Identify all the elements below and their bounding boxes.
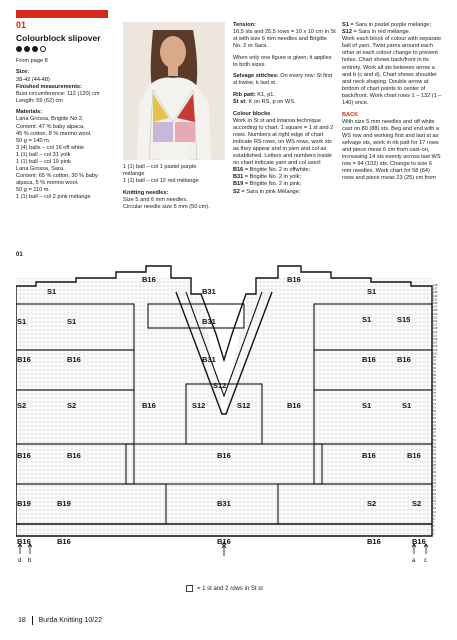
row-number: 131 <box>433 298 438 302</box>
row-number: 71 <box>433 406 436 410</box>
row-number: 5 <box>433 525 435 529</box>
row-number: 91 <box>433 370 436 374</box>
chart-block-label: B16 <box>67 355 81 364</box>
rib-label: Rib patt: <box>233 91 256 98</box>
chart-block-label: B16 <box>57 537 71 546</box>
row-number: 61 <box>433 424 436 428</box>
row-number: 49 <box>433 446 436 449</box>
needles-label: Knitting needles: <box>123 189 169 196</box>
row-number: 73 <box>433 402 436 406</box>
measurements-label: Finished measurements: <box>16 83 82 90</box>
code: S12 <box>342 29 352 36</box>
row-number: 81 <box>433 388 436 392</box>
row-number: 35 <box>433 471 436 475</box>
code-text: = Sara in pastel purple mélange; <box>350 22 432 28</box>
row-number: 13 <box>433 510 436 514</box>
row-number: 83 <box>433 384 436 388</box>
row-number: 9 <box>433 518 435 521</box>
row-number: 137 <box>433 287 438 291</box>
size-label: Size: <box>16 69 30 76</box>
row-number: 127 <box>433 305 438 309</box>
arrow-icon <box>412 544 416 554</box>
row-number: 121 <box>433 316 438 320</box>
row-number: 19 <box>433 500 436 503</box>
chart-block-label: S2 <box>367 499 377 508</box>
rib-text: K1, p1. <box>257 91 275 98</box>
chart-block-label: B16 <box>17 355 31 364</box>
row-number: 125 <box>433 309 438 313</box>
arrow-label: d <box>18 558 22 564</box>
materials-line: 1 (1) ball – col 1 pastel purple <box>123 164 197 170</box>
code: S2 <box>233 188 240 195</box>
colour-label: Colour blocks <box>233 110 271 117</box>
row-number: 25 <box>433 489 436 493</box>
row-number: 113 <box>433 330 438 334</box>
chart-legend <box>186 585 263 592</box>
bust-measurement: Bust circumference: 112 (120) cm <box>16 90 100 97</box>
code: S1 <box>342 22 349 28</box>
pattern-number: 01 <box>16 20 27 30</box>
row-number: 107 <box>433 341 438 345</box>
difficulty-rating <box>16 46 46 52</box>
page-footer <box>18 616 102 625</box>
tension-text: 16,5 sts and 25,5 rows = 10 x 10 cm in St st with size 6 mm needles and Brigitte No. 2 or Sara. <box>233 29 336 50</box>
row-number: 101 <box>433 352 438 356</box>
row-number: 95 <box>433 363 436 367</box>
chart-block-label: S12 <box>192 401 206 410</box>
code: B19 <box>233 181 244 188</box>
materials-line: 50 g = 140 m. <box>16 137 51 144</box>
colour-text: Work in St st and intarsia technique according to chart. 1 square = 1 st and 2 rows. Numbers at right edge of chart indicate RS rows, on WS rows, work sts as they appear and in yarn and col as established. Letters and numbers inside on chart indicate yarn and col used: <box>233 117 334 167</box>
size-value: 38-42 (44-48) <box>16 76 50 83</box>
code: B31 <box>233 174 244 181</box>
chart-block-label: B19 <box>57 499 71 508</box>
materials-line: 45 % cotton, 8 % merino wool. <box>16 130 92 137</box>
chart-block-label: B16 <box>412 537 426 546</box>
code-text: = Brigitte No. 2 in yolk; <box>244 174 301 181</box>
chart-block-label: B16 <box>67 451 81 460</box>
row-number: 33 <box>433 474 436 478</box>
chart-block-label: B31 <box>202 355 216 364</box>
row-number: 45 <box>433 453 436 457</box>
materials-line: 50 g = 110 m. <box>16 187 50 194</box>
row-number: 139 <box>433 284 438 287</box>
row-number: 51 <box>433 442 436 446</box>
row-number: 75 <box>433 399 436 403</box>
chart-label: 01 <box>16 252 23 258</box>
chart-block-label: B16 <box>17 537 31 546</box>
st-label: St st: <box>233 99 247 106</box>
magazine-name: Burda Knitting 10/22 <box>38 617 103 624</box>
center-double-arrow-icon <box>222 542 226 556</box>
materials-line: 1 (1) ball – col 19 pink <box>16 159 71 165</box>
chart-block-label: S1 <box>402 401 412 410</box>
row-number: 109 <box>433 338 438 341</box>
figure-note: When only one figure is given, it applies to both sizes. <box>233 54 332 68</box>
selvage-text: On every row: Sl first st kwise, k last st. <box>233 73 333 87</box>
chart-block-label: B16 <box>367 537 381 546</box>
arrow-label: c <box>424 558 427 564</box>
chart-block-label: S2 <box>412 499 422 508</box>
arrow-icon <box>18 544 22 554</box>
row-number: 57 <box>433 431 436 435</box>
row-number: 133 <box>433 294 438 298</box>
tension-label: Tension: <box>233 22 256 28</box>
row-number: 37 <box>433 467 436 471</box>
chart-block-label: B31 <box>217 499 231 508</box>
difficulty-dot <box>32 46 38 52</box>
instructions-text: Work each block of colour with separate ball of yarn. Twist yarns around each other at each colour change to prevent holes. Chart shows back/front in its entirety. Work all sts between arrow a and b (c and d). Chart shows shoulder and neck shaping. Double arrow at bottom of chart points to center of back/front. Work chart rows 1 – 132 (1 – 140) once. <box>342 36 442 107</box>
difficulty-dot-empty <box>40 46 46 52</box>
model-photo <box>123 22 225 160</box>
difficulty-dot <box>16 46 22 52</box>
header-accent-bar <box>16 10 108 18</box>
length-measurement: Length: 59 (62) cm <box>16 97 63 104</box>
arrow-label: b <box>28 558 32 564</box>
row-number: 1 <box>433 532 435 536</box>
row-number: 41 <box>433 460 436 464</box>
model-illustration <box>123 22 225 160</box>
row-number: 79 <box>433 392 436 395</box>
pattern-title: Colourblock slipover <box>16 33 101 43</box>
chart-block-label: S1 <box>17 317 27 326</box>
chart-block-label: B19 <box>17 499 31 508</box>
column-4 <box>342 22 442 182</box>
materials-line: Content: 65 % cotton, 30 % baby <box>16 173 98 180</box>
arrow-icon <box>424 544 428 554</box>
row-number: 63 <box>433 420 436 424</box>
chart-block-label: B16 <box>287 275 301 284</box>
chart-block-label: S2 <box>17 401 27 410</box>
row-number: 129 <box>433 302 438 305</box>
difficulty-dot <box>24 46 30 52</box>
row-number: 97 <box>433 359 436 363</box>
chart-block-label: B16 <box>17 451 31 460</box>
legend-square-icon <box>186 585 193 592</box>
needles-text: Size 5 and 6 mm needles. <box>123 196 188 203</box>
legend-text: = 1 st and 2 rows in St st <box>197 585 263 592</box>
chart-block-label: S15 <box>397 315 411 324</box>
code-text: = Sara in red mélange. <box>353 29 411 36</box>
row-number: 111 <box>433 334 437 338</box>
arrow-label: a <box>412 558 416 564</box>
circular-needle-text: Circular needle size 5 mm (50 cm). <box>123 203 210 210</box>
row-number: 103 <box>433 348 438 352</box>
row-number: 105 <box>433 345 438 349</box>
back-text: With size 5 mm needles and off white cast on 80 (88) sts. Beg and end with a WS row and working first and last st as selvage sts, work in rib patt for 17 rows and piece meas 6 cm from cast-on, increasing 14 sts evenly across last WS row = 94 (102) sts. Change to size 6 mm needles. Work chart for 58 (64) rows and piece meas 23 (25) cm from <box>342 118 441 182</box>
chart-block-label: B31 <box>202 287 216 296</box>
row-number: 17 <box>433 503 436 507</box>
row-number: 123 <box>433 312 438 316</box>
chart-block-label: B16 <box>407 451 421 460</box>
materials-label: Materials: <box>16 109 43 116</box>
row-number: 3 <box>433 528 435 532</box>
chart-block-label: S1 <box>367 287 377 296</box>
row-number: 77 <box>433 395 436 399</box>
row-number: 87 <box>433 377 436 381</box>
row-number: 67 <box>433 413 436 417</box>
row-number: 119 <box>433 320 438 323</box>
materials-line: Content: 47 % baby alpaca, <box>16 123 85 130</box>
row-number: 59 <box>433 428 436 431</box>
row-number: 89 <box>433 374 436 377</box>
row-number: 27 <box>433 485 436 489</box>
row-number: 39 <box>433 464 436 467</box>
chart-block-label: B16 <box>217 537 231 546</box>
chart-block-label: S12 <box>213 381 227 390</box>
chart-block-label: S12 <box>237 401 251 410</box>
materials-line: Lana Grossa, Sara. <box>16 166 65 173</box>
knitting-chart <box>16 264 441 567</box>
row-number: 31 <box>433 478 436 482</box>
row-number: 69 <box>433 410 436 413</box>
chart-block-label: B16 <box>397 355 411 364</box>
row-number: 7 <box>433 521 435 525</box>
from-page: From page 8 <box>16 58 48 64</box>
chart-block-label: B16 <box>362 355 376 364</box>
knitting-chart-svg <box>16 264 441 567</box>
row-number: 99 <box>433 356 436 359</box>
chart-block-label: B16 <box>142 275 156 284</box>
row-number: 93 <box>433 366 436 370</box>
row-number: 135 <box>433 291 438 295</box>
column-2 <box>123 164 227 211</box>
chart-block-label: B16 <box>362 451 376 460</box>
st-text: K on RS, p on WS. <box>248 99 296 106</box>
footer-divider <box>32 616 33 625</box>
code: B16 <box>233 167 244 174</box>
row-number: 21 <box>433 496 436 500</box>
row-number: 47 <box>433 449 436 453</box>
materials-line: 1 (1) ball – col 2 pink mélange <box>16 194 91 201</box>
arrow-icon <box>28 544 32 554</box>
chart-block-label: S1 <box>67 317 77 326</box>
colour-block <box>314 304 432 350</box>
code-text: = Brigitte No. 2 in pink; <box>244 181 302 188</box>
row-number: 65 <box>433 417 436 421</box>
row-number: 53 <box>433 438 436 442</box>
colour-block <box>16 304 134 350</box>
chart-block-label: B31 <box>202 317 216 326</box>
column-1 <box>16 58 118 202</box>
page-number: 18 <box>18 617 26 624</box>
chart-block-label: S2 <box>67 401 77 410</box>
selvage-label: Selvage stitches: <box>233 73 279 80</box>
materials-line: 1 (1) ball – col 31 yolk <box>16 151 71 158</box>
code-text: = Sara in pink Mélange; <box>241 188 301 195</box>
row-number: 43 <box>433 456 436 460</box>
row-number: 15 <box>433 507 436 511</box>
chart-block-label: S1 <box>362 315 372 324</box>
materials-line: 1 (1) ball – col 12 red mélange <box>123 178 199 185</box>
row-number: 117 <box>433 323 438 327</box>
row-number: 29 <box>433 482 436 485</box>
materials-line: alpaca, 5 % merino wool. <box>16 180 79 187</box>
row-number: 23 <box>433 492 436 496</box>
row-number: 11 <box>433 514 436 518</box>
back-heading: BACK <box>342 111 359 118</box>
chart-block-label: B16 <box>217 451 231 460</box>
chart-block-label: B16 <box>287 401 301 410</box>
code-text: = Brigitte No. 2 in offwhite; <box>244 167 311 174</box>
column-3 <box>233 22 337 196</box>
materials-line: 3 (4) balls – col 16 off white <box>16 144 84 151</box>
row-number: 85 <box>433 381 436 385</box>
chart-block-label: S1 <box>47 287 57 296</box>
chart-block-label: S1 <box>362 401 372 410</box>
materials-line: mélange <box>123 171 145 178</box>
chart-block-label: B16 <box>142 401 156 410</box>
materials-line: Lana Grossa, Brigitte No 2. <box>16 116 84 123</box>
row-number: 55 <box>433 435 436 439</box>
row-number: 115 <box>433 327 438 331</box>
